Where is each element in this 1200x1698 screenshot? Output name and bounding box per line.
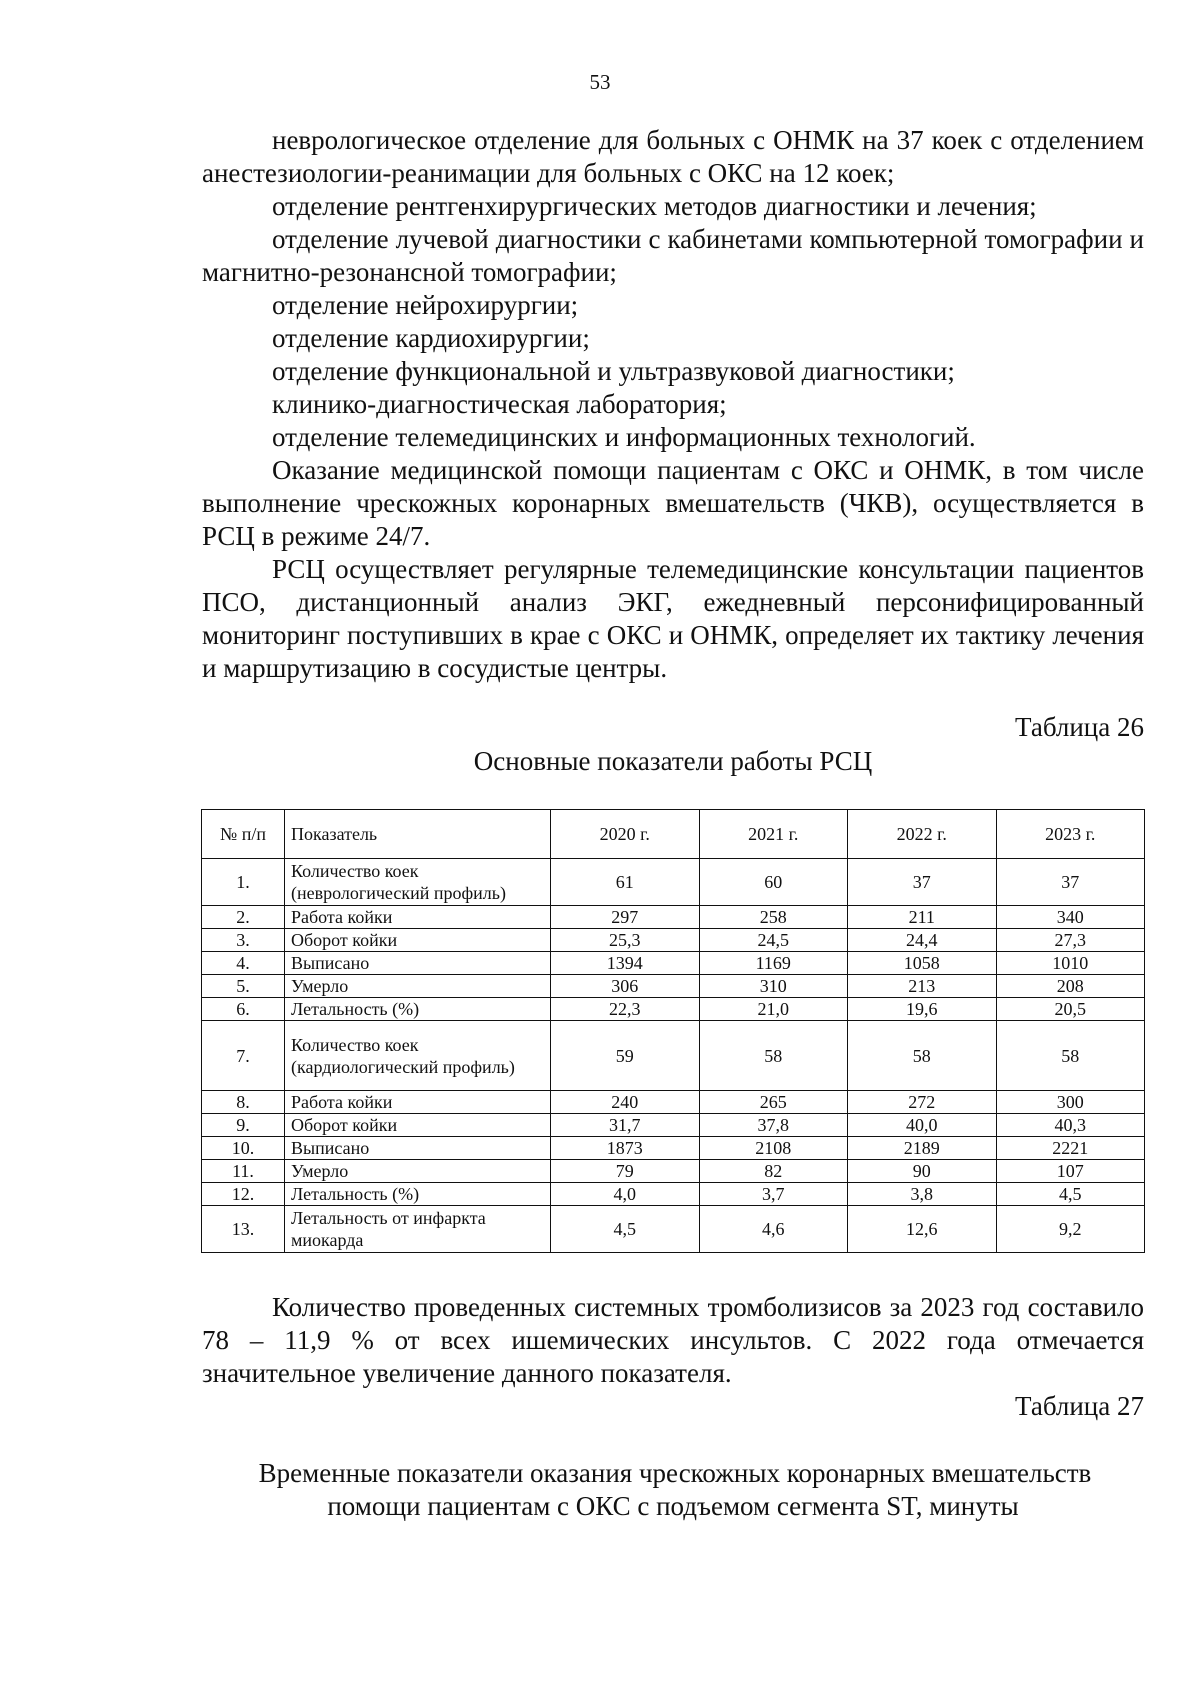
- paragraph-laboratory: клинико-диагностическая лаборатория;: [272, 389, 727, 419]
- header-number: № п/п: [202, 810, 285, 859]
- table-row: [202, 1091, 1145, 1114]
- indicator-cell: Выписано: [285, 952, 551, 975]
- table-27-label: Таблица 27: [1015, 1391, 1144, 1421]
- paragraph-functional-diagnostics: отделение функциональной и ультразвуковой диагностики;: [272, 356, 955, 386]
- value-cell: 9,2: [996, 1206, 1145, 1253]
- table-27-title-line-2: помощи пациентам с ОКС с подъемом сегмента ST, минуты: [327, 1491, 1019, 1521]
- thrombolysis-text: [202, 1291, 1144, 1390]
- value-cell: 272: [848, 1091, 997, 1114]
- value-cell: 82: [699, 1160, 848, 1183]
- value-cell: 258: [699, 906, 848, 929]
- value-cell: 59: [551, 1021, 700, 1091]
- table-26-label: Таблица 26: [1015, 712, 1144, 742]
- indicator-cell: Работа койки: [285, 1091, 551, 1114]
- paragraph-cardiosurgery: отделение кардиохирургии;: [272, 323, 590, 353]
- row-number-cell: 13.: [202, 1206, 285, 1253]
- table-row: [202, 929, 1145, 952]
- value-cell: 306: [551, 975, 700, 998]
- indicator-cell: Летальность (%): [285, 998, 551, 1021]
- row-number-cell: 4.: [202, 952, 285, 975]
- value-cell: 2189: [848, 1137, 997, 1160]
- value-cell: 1394: [551, 952, 700, 975]
- value-cell: 24,5: [699, 929, 848, 952]
- indicator-cell: Умерло: [285, 1160, 551, 1183]
- value-cell: 31,7: [551, 1114, 700, 1137]
- paragraph-rsc-consultations: РСЦ осуществляет регулярные телемедицинские консультации пациентов ПСО, дистанционный анализ ЭКГ, ежедневный персонифицированный мониторинг поступивших в крае с ОКС и ОНМК, определяет их тактику лечения и маршрутизацию в сосудистые центры.: [202, 554, 1144, 683]
- table-row: [202, 906, 1145, 929]
- paragraph-care-24-7: Оказание медицинской помощи пациентам с ОКС и ОНМК, в том числе выполнение чрескожных коронарных вмешательств (ЧКВ), осуществляется в РСЦ в режиме 24/7.: [202, 455, 1144, 551]
- indicator-cell: Количество коек (кардиологический профиль): [285, 1021, 551, 1091]
- value-cell: 27,3: [996, 929, 1145, 952]
- value-cell: 19,6: [848, 998, 997, 1021]
- value-cell: 265: [699, 1091, 848, 1114]
- row-number-cell: 3.: [202, 929, 285, 952]
- value-cell: 25,3: [551, 929, 700, 952]
- value-cell: 12,6: [848, 1206, 997, 1253]
- value-cell: 4,5: [996, 1183, 1145, 1206]
- indicator-cell: Работа койки: [285, 906, 551, 929]
- table-row: [202, 1160, 1145, 1183]
- indicator-cell: Оборот койки: [285, 929, 551, 952]
- row-number-cell: 1.: [202, 859, 285, 906]
- table-27-title-line-1: Временные показатели оказания чрескожных коронарных вмешательств: [258, 1458, 1092, 1488]
- indicator-cell: Летальность от инфаркта миокарда: [285, 1206, 551, 1253]
- value-cell: 40,0: [848, 1114, 997, 1137]
- value-cell: 1058: [848, 952, 997, 975]
- table-26: [201, 809, 1145, 1253]
- value-cell: 37: [848, 859, 997, 906]
- value-cell: 240: [551, 1091, 700, 1114]
- table-row: [202, 952, 1145, 975]
- value-cell: 2221: [996, 1137, 1145, 1160]
- paragraph-neuro-department: неврологическое отделение для больных с ОНМК на 37 коек с отделением анестезиологии-реанимации для больных с ОКС на 12 коек;: [202, 125, 1144, 188]
- paragraph-xray-surgery: отделение рентгенхирургических методов диагностики и лечения;: [272, 191, 1037, 221]
- value-cell: 208: [996, 975, 1145, 998]
- page-number: 53: [589, 70, 611, 94]
- table-26-body: [202, 859, 1145, 1253]
- table-row: [202, 1137, 1145, 1160]
- value-cell: 1873: [551, 1137, 700, 1160]
- row-number-cell: 10.: [202, 1137, 285, 1160]
- row-number-cell: 6.: [202, 998, 285, 1021]
- value-cell: 1010: [996, 952, 1145, 975]
- value-cell: 37: [996, 859, 1145, 906]
- table-row: [202, 1183, 1145, 1206]
- value-cell: 58: [996, 1021, 1145, 1091]
- header-2023: 2023 г.: [996, 810, 1145, 859]
- row-number-cell: 2.: [202, 906, 285, 929]
- value-cell: 310: [699, 975, 848, 998]
- value-cell: 58: [848, 1021, 997, 1091]
- table-26-title: Основные показатели работы РСЦ: [473, 746, 873, 776]
- value-cell: 340: [996, 906, 1145, 929]
- value-cell: 4,6: [699, 1206, 848, 1253]
- row-number-cell: 12.: [202, 1183, 285, 1206]
- value-cell: 4,5: [551, 1206, 700, 1253]
- paragraph-neurosurgery: отделение нейрохирургии;: [272, 290, 579, 320]
- value-cell: 40,3: [996, 1114, 1145, 1137]
- value-cell: 90: [848, 1160, 997, 1183]
- value-cell: 2108: [699, 1137, 848, 1160]
- value-cell: 79: [551, 1160, 700, 1183]
- table-row: [202, 1021, 1145, 1091]
- header-2022: 2022 г.: [848, 810, 997, 859]
- value-cell: 4,0: [551, 1183, 700, 1206]
- row-number-cell: 8.: [202, 1091, 285, 1114]
- table-row: [202, 1114, 1145, 1137]
- paragraph-telemedicine: отделение телемедицинских и информационных технологий.: [272, 422, 976, 452]
- table-header-row: [202, 810, 1145, 859]
- value-cell: 22,3: [551, 998, 700, 1021]
- value-cell: 1169: [699, 952, 848, 975]
- value-cell: 20,5: [996, 998, 1145, 1021]
- value-cell: 213: [848, 975, 997, 998]
- row-number-cell: 11.: [202, 1160, 285, 1183]
- value-cell: 24,4: [848, 929, 997, 952]
- table-row: [202, 859, 1145, 906]
- row-number-cell: 7.: [202, 1021, 285, 1091]
- header-indicator: Показатель: [285, 810, 551, 859]
- header-2021: 2021 г.: [699, 810, 848, 859]
- table-row: [202, 998, 1145, 1021]
- table-row: [202, 1206, 1145, 1253]
- indicator-cell: Летальность (%): [285, 1183, 551, 1206]
- value-cell: 61: [551, 859, 700, 906]
- indicator-cell: Оборот койки: [285, 1114, 551, 1137]
- header-2020: 2020 г.: [551, 810, 700, 859]
- row-number-cell: 5.: [202, 975, 285, 998]
- value-cell: 300: [996, 1091, 1145, 1114]
- indicator-cell: Количество коек (неврологический профиль): [285, 859, 551, 906]
- indicator-cell: Умерло: [285, 975, 551, 998]
- body-text: [202, 124, 1144, 685]
- value-cell: 297: [551, 906, 700, 929]
- value-cell: 37,8: [699, 1114, 848, 1137]
- value-cell: 58: [699, 1021, 848, 1091]
- value-cell: 107: [996, 1160, 1145, 1183]
- value-cell: 211: [848, 906, 997, 929]
- paragraph-thrombolysis: Количество проведенных системных тромболизисов за 2023 год составило 78 – 11,9 % от всех ишемических инсультов. С 2022 года отмечается значительное увеличение данного показателя.: [202, 1292, 1144, 1388]
- value-cell: 60: [699, 859, 848, 906]
- table-row: [202, 975, 1145, 998]
- value-cell: 3,7: [699, 1183, 848, 1206]
- value-cell: 21,0: [699, 998, 848, 1021]
- paragraph-radiology: отделение лучевой диагностики с кабинетами компьютерной томографии и магнитно-резонансной томографии;: [202, 224, 1144, 287]
- row-number-cell: 9.: [202, 1114, 285, 1137]
- value-cell: 3,8: [848, 1183, 997, 1206]
- indicator-cell: Выписано: [285, 1137, 551, 1160]
